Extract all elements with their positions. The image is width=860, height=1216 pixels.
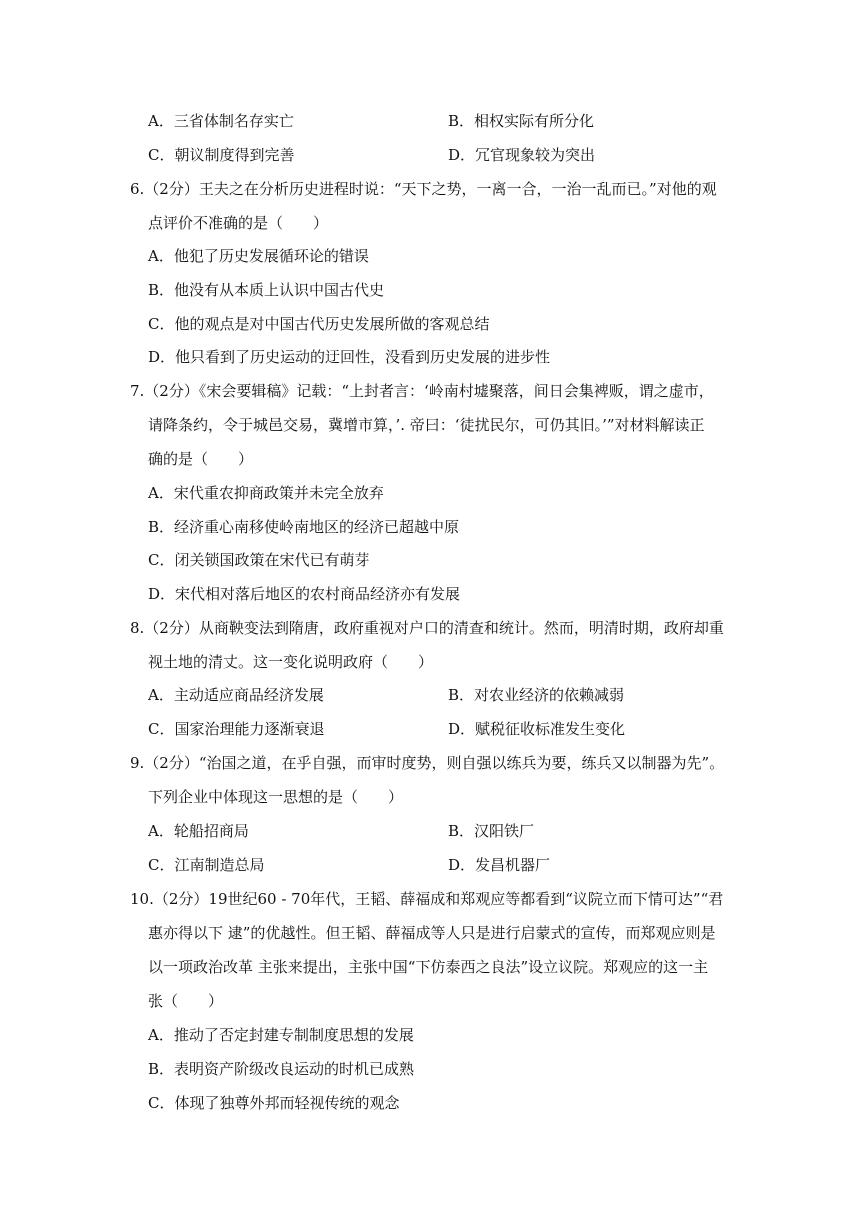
- q5-option-a: A．三省体制名存实亡: [148, 112, 294, 130]
- q8-option-c: C．国家治理能力逐渐衰退: [148, 720, 325, 738]
- q9-option-d: D．发昌机器厂: [448, 856, 551, 874]
- q10-option-b: B．表明资产阶级改良运动的时机已成熟: [148, 1060, 415, 1078]
- q6-option-d: D．他只看到了历史运动的迂回性，没看到历史发展的进步性: [148, 348, 551, 366]
- q8-option-b: B．对农业经济的依赖减弱: [448, 686, 625, 704]
- q9-stem-line-1: 9.（2分）“治国之道，在乎自强，而审时度势，则自强以练兵为要，练兵又以制器为先”。: [130, 754, 725, 772]
- q10-stem-line-1: 10.（2分）19世纪60 - 70年代，王韬、薛福成和郑观应等都看到“议院立而下情可达”“君: [130, 890, 724, 908]
- q7-stem-line-3: 确的是（ ）: [148, 450, 254, 468]
- q6-option-b: B．他没有从本质上认识中国古代史: [148, 281, 385, 299]
- q6-option-a: A．他犯了历史发展循环论的错误: [148, 247, 369, 265]
- q10-stem-line-2: 惠亦得以下 逮”的优越性。但王韬、薛福成等人只是进行启蒙式的宣传，而郑观应则是: [148, 924, 716, 942]
- q7-option-c: C．闭关锁国政策在宋代已有萌芽: [148, 551, 370, 569]
- q9-option-a: A．轮船招商局: [148, 822, 249, 840]
- q6-option-c: C．他的观点是对中国古代历史发展所做的客观总结: [148, 315, 490, 333]
- q10-stem-line-4: 张（ ）: [148, 992, 224, 1010]
- q6-stem-line-2: 点评价不准确的是（ ）: [148, 214, 329, 232]
- q5-option-b: B．相权实际有所分化: [448, 112, 595, 130]
- q7-stem-line-1: 7.（2分）《宋会要辑稿》记载：“上封者言：‘岭南村墟聚落，间日会集裨贩，谓之虚市，: [130, 382, 714, 400]
- q5-option-d: D．冗官现象较为突出: [448, 146, 596, 164]
- q9-stem-line-2: 下列企业中体现这一思想的是（ ）: [148, 788, 404, 806]
- q8-stem-line-2: 视土地的清丈。这一变化说明政府（ ）: [148, 653, 434, 671]
- q7-stem-line-2: 请降条约，令于城邑交易，冀增市算，’. 帝曰：‘徒扰民尔，可仍其旧。’”对材料解读正: [148, 416, 705, 434]
- q10-option-c: C．体现了独尊外邦而轻视传统的观念: [148, 1094, 400, 1112]
- q7-option-d: D．宋代相对落后地区的农村商品经济亦有发展: [148, 585, 461, 603]
- q7-option-b: B．经济重心南移使岭南地区的经济已超越中原: [148, 518, 460, 536]
- q10-option-a: A．推动了否定封建专制制度思想的发展: [148, 1026, 414, 1044]
- q8-option-a: A．主动适应商品经济发展: [148, 686, 324, 704]
- q6-stem-line-1: 6.（2分）王夫之在分析历史进程时说：“天下之势，一离一合，一治一乱而已。”对他的观: [130, 180, 717, 198]
- q7-option-a: A．宋代重农抑商政策并未完全放弃: [148, 484, 384, 502]
- q9-option-c: C．江南制造总局: [148, 856, 265, 874]
- q10-stem-line-3: 以一项政治改革 主张来提出，主张中国“下仿泰西之良法”设立议院。郑观应的这一主: [148, 958, 709, 976]
- q8-stem-line-1: 8.（2分）从商鞅变法到隋唐，政府重视对户口的清查和统计。然而，明清时期，政府却重: [130, 619, 724, 637]
- q8-option-d: D．赋税征收标准发生变化: [448, 720, 626, 738]
- q9-option-b: B．汉阳铁厂: [448, 822, 535, 840]
- q5-option-c: C．朝议制度得到完善: [148, 146, 295, 164]
